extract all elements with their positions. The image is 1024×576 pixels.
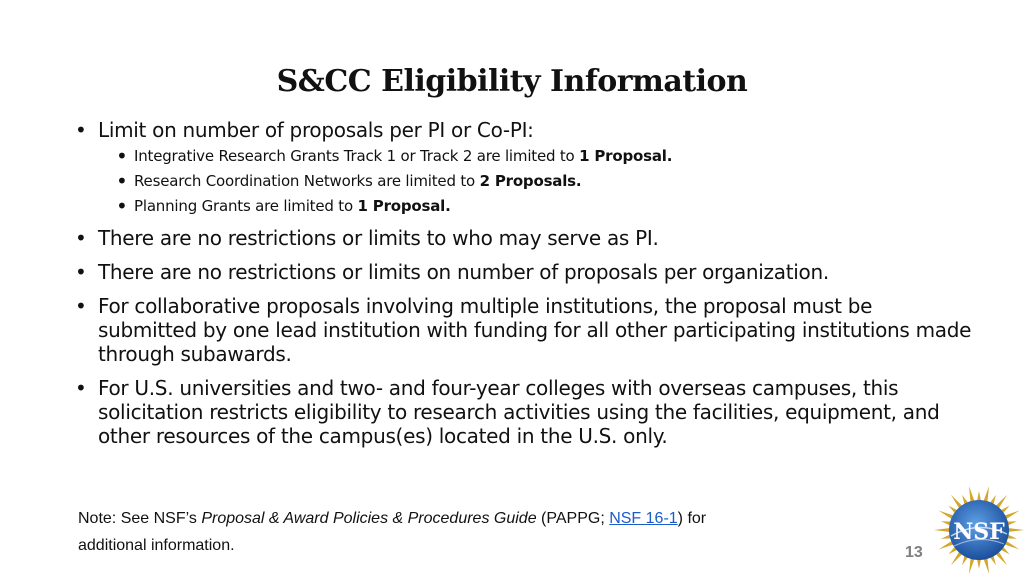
logo-ray — [969, 558, 975, 574]
footnote — [78, 505, 878, 559]
slide-title: S&CC Eligibility Information — [276, 64, 748, 99]
page-number: 13 — [905, 544, 923, 561]
sub-bullet-limit: 2 Proposals. — [479, 172, 582, 190]
bullet-proposal-limits — [72, 118, 972, 216]
bullet-dot: • — [75, 294, 87, 318]
sub-bullet-text: Research Coordination Networks are limited to — [134, 172, 480, 190]
bullet-list — [72, 118, 972, 458]
bullet-text: Limit on number of proposals per PI or Co-PI: — [98, 118, 534, 142]
logo-ray — [1004, 541, 1019, 550]
sub-bullet-text: Integrative Research Grants Track 1 or Track 2 are limited to — [134, 147, 580, 165]
sub-bullet-text: Planning Grants are limited to — [134, 197, 358, 215]
logo-ray — [1004, 511, 1019, 520]
bullet-dot: • — [75, 376, 87, 400]
sub-bullet-dot: • — [116, 194, 128, 218]
logo-ray — [934, 528, 950, 532]
logo-ray — [1008, 528, 1024, 532]
bullet-organization-restrictions — [72, 260, 972, 284]
sub-bullet-integrative-grants — [114, 146, 972, 166]
note-prefix: Note: See NSF’s — [78, 510, 202, 527]
sub-bullet-dot: • — [116, 169, 128, 193]
logo-ray — [977, 559, 981, 569]
bullet-dot: • — [75, 260, 87, 284]
logo-ray — [939, 541, 954, 550]
logo-ray — [969, 486, 975, 502]
note-line2: additional information. — [78, 537, 235, 554]
logo-ray — [939, 511, 954, 520]
pappg-title: Proposal & Award Policies & Procedures Guide — [201, 510, 537, 527]
sub-bullet-planning-grants — [114, 196, 972, 216]
bullet-text: For collaborative proposals involving multiple institutions, the proposal must be submitted by one lead institution with funding for all other participating institutions made through subawards. — [98, 294, 972, 366]
bullet-dot: • — [75, 118, 87, 142]
bullet-text: There are no restrictions or limits on number of proposals per organization. — [98, 260, 829, 284]
bullet-pi-restrictions — [72, 226, 972, 250]
bullet-text: There are no restrictions or limits to who may serve as PI. — [98, 226, 659, 250]
logo-text: NSF — [953, 519, 1005, 545]
sub-bullet-dot: • — [116, 144, 128, 168]
sub-bullet-limit: 1 Proposal. — [357, 197, 451, 215]
logo-ray — [984, 558, 990, 574]
note-mid: (PAPPG; — [536, 510, 610, 527]
bullet-collaborative-proposals — [72, 294, 972, 366]
bullet-overseas-campuses — [72, 376, 972, 448]
sub-bullet-coordination-networks — [114, 171, 972, 191]
logo-ray — [977, 491, 981, 501]
sub-bullet-list — [114, 146, 972, 216]
bullet-text: For U.S. universities and two- and four-year colleges with overseas campuses, this solicitation restricts eligibility to research activities using the facilities, equipment, and other resources of the campus(es) located in the U.S. only. — [98, 376, 940, 448]
sub-bullet-limit: 1 Proposal. — [579, 147, 673, 165]
nsf-logo-icon — [934, 484, 1024, 576]
note-suffix: ) for — [677, 510, 707, 527]
logo-ray — [984, 486, 990, 502]
bullet-dot: • — [75, 226, 87, 250]
nsf-16-1-link[interactable]: NSF 16-1 — [609, 510, 678, 527]
